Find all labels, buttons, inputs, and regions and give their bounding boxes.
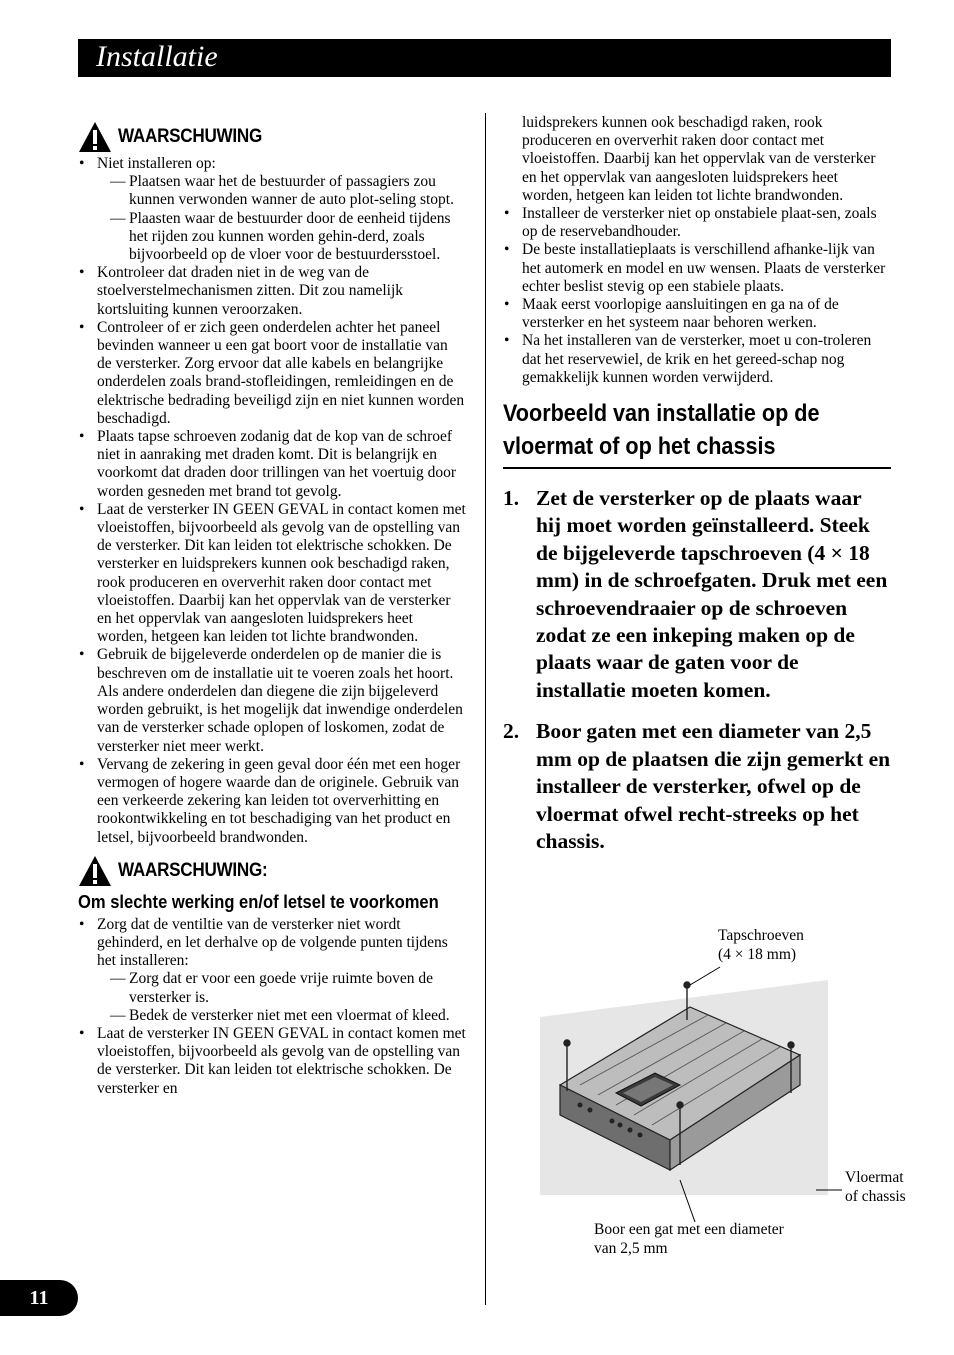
step-text: Boor gaten met een diameter van 2,5 mm op de plaatsen die zijn gemerkt en installeer de versterker, ofwel op de vloermat ofwel recht-streeks op het chassis. xyxy=(536,719,891,853)
drill-label-line1: Boor een gat met een diameter xyxy=(594,1221,784,1238)
continued-text: luidsprekers kunnen ook beschadigd raken, rook produceren en oververhit raken door contact met vloeistoffen. Daarbij kan het oppervlak van de versterker en het oppervlak van aangesloten luidsprekers heet worden, hetgeen kan leiden tot lichte brandwonden. xyxy=(522,114,876,204)
warning2-title: WAARSCHUWING: xyxy=(118,859,268,881)
sub-list xyxy=(97,173,466,264)
warning2-subtitle: Om slechte werking en/of letsel te voorkomen xyxy=(78,891,439,912)
page-title: Installatie xyxy=(96,40,218,73)
steps-list xyxy=(503,485,891,855)
list-item: • Laat de versterker IN GEEN GEVAL in contact komen met vloeistoffen, bijvoorbeeld als gevolg van de opstelling van de versterker. Dit kan leiden tot elektrische schokken. De versterker en xyxy=(78,1025,466,1098)
step-item xyxy=(503,485,891,704)
sub-list-item: — Zorg dat er voor een goede vrije ruimte boven de versterker is. xyxy=(97,970,466,1006)
left-column xyxy=(78,113,466,1098)
floor-label-line1: Vloermat xyxy=(845,1169,904,1186)
list-item: • De beste installatieplaats is verschillend afhanke-lijk van het automerk en model en uw wensen. Plaats de versterker echter beslist stevig op een stabiele plaats. xyxy=(503,241,891,296)
list-item: • Na het installeren van de versterker, moet u con-troleren dat het reservewiel, de krik en het gereed-schap nog gemakkelijk kunnen worden verwijderd. xyxy=(503,332,891,387)
list-item-text: Controleer of er zich geen onderdelen achter het paneel bevinden wanneer u een gat boort voor de installatie van de versterker. Zorg ervoor dat alle kabels en belangrijke onderdelen zoals brand-stofleidingen, remleidingen en de elektrische bedrading beveiligd zijn en niet kunnen worden beschadigd. xyxy=(97,318,465,427)
warning2-heading xyxy=(78,855,466,887)
warning-list xyxy=(78,155,466,847)
column-divider xyxy=(485,113,486,1305)
list-item xyxy=(78,916,466,1025)
drill-label-line2: van 2,5 mm xyxy=(594,1239,668,1257)
list-item-text: Gebruik de bijgeleverde onderdelen op de manier die is beschreven om de installatie uit te voeren zoals het hoort. Als andere onderdelen dan diegene die zijn bijgeleverd worden gebruikt, is het mogelijk dat inwendige onderdelen van de versterker schade oplopen of loskomen, zodat de versterker niet meer werkt. xyxy=(97,646,463,755)
screws-label-line2: (4 × 18 mm) xyxy=(718,945,797,963)
list-item xyxy=(78,501,466,647)
page-number: 11 xyxy=(0,1280,78,1316)
header-bar xyxy=(78,39,891,77)
sub-list-item: — Plaasten waar de bestuurder door de eenheid tijdens het rijden zou kunnen worden gehin-derd, zoals bijvoorbeeld op de vloer voor de bestuurdersstoel. xyxy=(97,210,466,265)
list-item-text: Kontroleer dat draden niet in de weg van de stoelverstelmechanismen zitten. Dit zou namelijk kortsluiting kunnen veroorzaken. xyxy=(97,264,404,318)
warning-triangle-icon xyxy=(78,121,112,153)
warning-heading xyxy=(78,121,466,153)
sub-list xyxy=(97,970,466,1025)
list-item xyxy=(78,264,466,319)
warning-triangle-icon xyxy=(78,855,112,887)
list-item-text: Niet installeren op: xyxy=(97,155,216,172)
sub-list-item: — Bedek de versterker niet met een vloermat of kleed. xyxy=(97,1007,466,1025)
right-column xyxy=(503,114,891,855)
section-title-line2: vloermat of op het chassis xyxy=(503,433,776,461)
step-item xyxy=(503,718,891,855)
section-title xyxy=(503,397,891,469)
sub-list-item: — Plaatsen waar het de bestuurder of passagiers zou kunnen verwonden wanner de auto plot-seling stopt. xyxy=(97,173,466,209)
list-item xyxy=(78,319,466,428)
warning2-list xyxy=(78,916,466,1098)
floor-label xyxy=(845,1169,906,1206)
list-item-text: Zorg dat de ventiltie van de versterker niet wordt gehinderd, en let derhalve op de volgende punten tijdens het installeren: xyxy=(97,915,448,970)
list-item xyxy=(78,428,466,501)
list-item-text: Plaats tapse schroeven zodanig dat de kop van de schroef niet in aanraking met draden komt. Dit is belangrijk en voorkomt dat draden door trillingen van het voertuig door worden gesneden met brand tot gevolg. xyxy=(97,428,456,500)
step-number: 2. xyxy=(503,719,520,744)
step-number: 1. xyxy=(503,486,520,511)
drill-label xyxy=(594,1221,784,1258)
list-item: • Installeer de versterker niet op onstabiele plaat-sen, zoals op de reservebandhouder. xyxy=(503,205,891,241)
step-text: Zet de versterker op de plaats waar hij moet worden geïnstalleerd. Steek de bijgeleverde tapschroeven (4 × 18 mm) in de schroefgaten. Druk met een schroevendraaier op de schroeven zodat ze een inkeping maken op de plaats waar de gaten voor de installatie moeten komen. xyxy=(536,486,888,702)
right-bullet-list xyxy=(503,205,891,387)
list-item xyxy=(78,756,466,847)
screws-label-line1: Tapschroeven xyxy=(718,927,804,944)
list-item: • Maak eerst voorlopige aansluitingen en ga na of de versterker en het systeem naar behoren werken. xyxy=(503,296,891,332)
list-item-text: Laat de versterker IN GEEN GEVAL in contact komen met vloeistoffen, bijvoorbeeld als gevolg van de opstelling van de versterker. Dit kan leiden tot elektrische schokken. De versterker en luidsprekers kunnen ook beschadigd raken, rook produceren en oververhit raken door contact met vloeistoffen. Daarbij kan het oppervlak van de versterker en het oppervlak van aangesloten luidsprekers heet worden, hetgeen kan leiden tot lichte brandwonden. xyxy=(97,500,466,646)
section-title-line1: Voorbeeld van installatie op de xyxy=(503,400,820,428)
floor-label-line2: of chassis xyxy=(845,1187,906,1205)
list-item xyxy=(78,646,466,755)
list-item-text: Vervang de zekering in geen geval door één met een hoger vermogen of hogere waarde dan de originele. Gebruik van een verkeerde zekering kan leiden tot oververhitting en rookontwikkeling en tot beschadiging van het product en letsel, bijvoorbeeld brandwonden. xyxy=(97,755,461,846)
screws-label xyxy=(718,927,804,964)
installation-figure xyxy=(520,925,940,1275)
list-item xyxy=(78,155,466,264)
warning-title: WAARSCHUWING xyxy=(118,126,262,147)
